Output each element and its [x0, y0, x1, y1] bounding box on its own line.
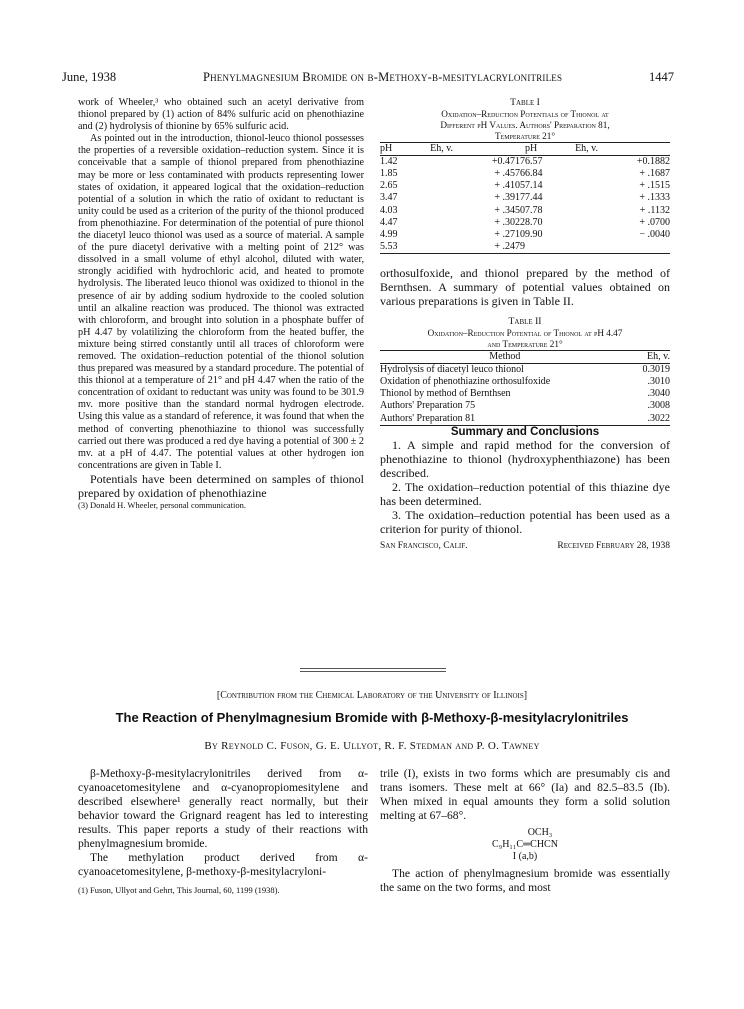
table1-cell: 8.70 — [524, 216, 543, 228]
table1-header-cell: pH — [524, 143, 538, 155]
table1-cell: + .0700 — [639, 216, 670, 228]
table2-cell: Thionol by method of Bernthsen — [380, 388, 511, 400]
table1-row — [380, 180, 670, 192]
table1-row — [380, 241, 670, 254]
table1-cell: + .2479 — [494, 240, 525, 252]
received-date: Received February 28, 1938 — [557, 540, 670, 551]
table1-cell: 2.65 — [380, 180, 398, 192]
table1-row — [380, 168, 670, 180]
table2-row — [380, 376, 670, 388]
article-left-column — [78, 767, 368, 904]
formula-label: I (a,b) — [512, 851, 538, 862]
table1-cell — [525, 241, 575, 254]
table1-row — [380, 192, 670, 204]
table2-cell: Hydrolysis of diacetyl leuco thionol — [380, 364, 524, 376]
page-header — [62, 70, 674, 88]
table1-header-cell: Eh, v. — [575, 143, 599, 155]
table1-cell: + .1515 — [639, 180, 670, 192]
table1-label: Table I — [510, 97, 540, 108]
right-column — [380, 97, 670, 552]
article-left-paragraph-1: β-Methoxy-β-mesitylacrylonitriles derived from α-cyanoacetomesitylene and α-cyanopropiomesitylene and described elsewhere¹ generally react normally, but their behavior toward the Grignard reagent has led to interesting results. This paper reports a study of their reactions with phenylmagnesium bromide. — [78, 767, 368, 850]
table2-cell: .3010 — [647, 376, 670, 388]
contribution-line: [Contribution from the Chemical Laboratory of the University of Illinois] — [216, 690, 528, 701]
table2-cell: 0.3019 — [642, 364, 670, 376]
table1-cell: + .4105 — [494, 180, 525, 192]
table2-header-cell: Eh, v. — [647, 351, 670, 363]
left-paragraph-2: As pointed out in the introduction, thionol-leuco thionol possesses the properties of a reversible oxidation–reduction system. Since it is conceivable that a sample of thionol prepared from phenothiazine may be more or less contaminated with products representing lower states of oxidation, it appeared logical that the oxidation–reduction potential of a solution in which the ratio of oxidant to reductant is unity could be used as a criterion of the purity of the thionol produced from phenothiazine. For determination of the potential of pure thionol the diacetyl leuco thionol was used as a source of material. A sample of the pure diacetyl derivative with a melting point of 212° was dissolved in a small volume of ethyl alcohol, diluted with water, strongly acidified with hydrochloric acid, and heated to promote hydrolysis. The liberated leuco thionol was oxidized to thionol in the presence of air by adding sodium hydroxide to the cooled solution until an alkaline reaction was produced. The thionol was extracted with chloroform, and brought into solution in a phosphate buffer of pH 4.47 by volatilizing the chloroform from the heated buffer, the mixture being stirred constantly until all traces of chloroform were removed. The oxidation–reduction potential of the thionol solution thus prepared was measured by a standard procedure. The potential of this thionol at a temperature of 21° and pH 4.47 when the ratio of the concentration of oxidant to reductant was unity was found to be 301.9 mv. more positive than the standard normal hydrogen electrode. Using this value as a standard of reference, it was found that when the method of converting phenothiazine to thionol was successfully carried out there was produced a red dye having a potential of 300 ± 2 mv. at a pH of 4.47. The potential values at other hydrogen ion concentrations are given in Table I. — [78, 133, 364, 471]
table1-header-cell: pH — [380, 143, 393, 155]
table1-row — [380, 229, 670, 241]
table1-cell: 7.44 — [524, 192, 543, 204]
left-paragraph-1: work of Wheeler,³ who obtained such an acetyl derivative from thionol prepared by (1) action of 84% sulfuric acid on phenothiazine and (2) hydrolysis of thionine by 65% sulfuric acid. — [78, 97, 364, 133]
summary-item-3: 3. The oxidation–reduction potential has been used as a criterion for purity of thionol. — [380, 507, 670, 536]
table2-row — [380, 413, 670, 426]
table1-cell: + .2710 — [494, 228, 525, 240]
formula-top: OCH₃ — [527, 827, 553, 838]
table2-row — [380, 388, 670, 400]
table1-caption-line2: Different pH Values. Authors' Preparation 81, — [440, 120, 610, 131]
table1-cell: 4.03 — [380, 204, 398, 216]
table1-cell: + .4576 — [494, 168, 525, 180]
chemical-formula — [380, 827, 670, 863]
table1-cell: 4.99 — [380, 228, 398, 240]
table1-cell: 6.57 — [524, 156, 543, 168]
table2-header-row — [380, 351, 670, 364]
table1-caption-line1: Oxidation–Reduction Potentials of Thionol at — [441, 109, 609, 120]
table1 — [380, 142, 670, 254]
table1-cell: + .3450 — [494, 204, 525, 216]
article-left-paragraph-2: The methylation product derived from α-cyanoacetomesitylene, β-methoxy-β-mesitylacryloni- — [78, 851, 368, 878]
table1-cell — [575, 241, 670, 254]
table1-cell: + .1687 — [639, 168, 670, 180]
table1-cell: + .1333 — [639, 192, 670, 204]
table2-row — [380, 364, 670, 377]
table1-body — [380, 156, 670, 254]
article-footnote-1: (1) Fuson, Ullyot and Gehrt, This Journal, 60, 1199 (1938). — [78, 885, 280, 895]
table1-row — [380, 156, 670, 169]
table2-header-cell: Method — [489, 351, 521, 363]
table1-header-row — [380, 143, 670, 156]
table2-cell: Oxidation of phenothiazine orthosulfoxide — [380, 376, 551, 388]
separator-rule — [300, 671, 446, 672]
table1-cell: +0.1882 — [636, 156, 670, 168]
article-authors: By Reynold C. Fuson, G. E. Ullyot, R. F. Stedman and P. O. Tawney — [204, 740, 540, 752]
table1-cell: 4.47 — [380, 216, 398, 228]
table2-caption — [380, 328, 670, 350]
table2-cell: .3022 — [647, 412, 670, 424]
table1-cell: 5.53 — [380, 240, 398, 252]
table1-cell: + .1132 — [639, 204, 670, 216]
table2-caption-line2: and Temperature 21° — [487, 339, 563, 350]
article-title: The Reaction of Phenylmagnesium Bromide with β-Methoxy-β-mesitylacrylonitriles — [115, 710, 629, 725]
table2-cell: .3008 — [647, 400, 670, 412]
table1-caption-line3: Temperature 21° — [494, 131, 556, 142]
article-right-paragraph-1: trile (I), exists in two forms which are presumably cis and trans isomers. These melt at 66° (Ia) and 82.5–83.5 (Ib). When mixed in equal amounts they form a solid solution melting at 67–68°. — [380, 767, 670, 822]
footnote-3: (3) Donald H. Wheeler, personal communication. — [78, 499, 247, 510]
table1-header-cell: Eh, v. — [430, 143, 454, 155]
table2-cell: .3040 — [647, 388, 670, 400]
table2-caption-line1: Oxidation–Reduction Potential of Thionol at pH 4.47 — [427, 328, 623, 339]
table1-row — [380, 205, 670, 217]
table2-label: Table II — [508, 315, 542, 327]
summary-item-1: 1. A simple and rapid method for the conversion of phenothiazine to thionol (hydroxyphenthiazone) has been described. — [380, 437, 670, 480]
received-line — [380, 540, 670, 552]
formula-main: C₉H₁₁C═CHCN — [492, 839, 558, 850]
location: San Francisco, Calif. — [380, 540, 468, 551]
left-column — [78, 97, 364, 510]
header-date: June, 1938 — [62, 70, 117, 84]
table1-cell: + .3022 — [494, 216, 525, 228]
summary-item-2: 2. The oxidation–reduction potential of this thiazine dye has been determined. — [380, 479, 670, 508]
table2 — [380, 350, 670, 426]
article-right-paragraph-2: The action of phenylmagnesium bromide was essentially the same on the two forms, and most — [380, 867, 670, 894]
table1-cell: − .0040 — [639, 228, 670, 240]
running-title: Phenylmagnesium Bromide on β-Methoxy-β-mesitylacrylonitriles — [202, 70, 563, 84]
table1-row — [380, 217, 670, 229]
table1-cell: 7.78 — [524, 204, 543, 216]
table2-body — [380, 364, 670, 425]
page-number: 1447 — [649, 70, 674, 84]
table1-cell: 3.47 — [380, 192, 398, 204]
table1-cell: 1.42 — [380, 156, 398, 168]
table1-cell: 1.85 — [380, 168, 398, 180]
table1-caption — [380, 109, 670, 142]
article-right-column — [380, 767, 670, 895]
right-paragraph-1: orthosulfoxide, and thionol prepared by the method of Bernthsen. A summary of potential values obtained on various preparations is given in Table II. — [380, 265, 670, 308]
table2-row — [380, 400, 670, 412]
table1-cell: 6.84 — [524, 168, 543, 180]
table1-cell: 9.90 — [524, 228, 543, 240]
table1-cell: +0.4717 — [491, 156, 525, 168]
table1-cell: 7.14 — [524, 180, 543, 192]
table2-cell: Authors' Preparation 81 — [380, 412, 476, 424]
table1-cell: + .3917 — [494, 192, 525, 204]
table2-cell: Authors' Preparation 75 — [380, 400, 476, 412]
summary-heading: Summary and Conclusions — [450, 425, 600, 438]
left-paragraph-3: Potentials have been determined on samples of thionol prepared by oxidation of phenothiazine — [78, 471, 364, 500]
separator-rule — [300, 668, 446, 669]
